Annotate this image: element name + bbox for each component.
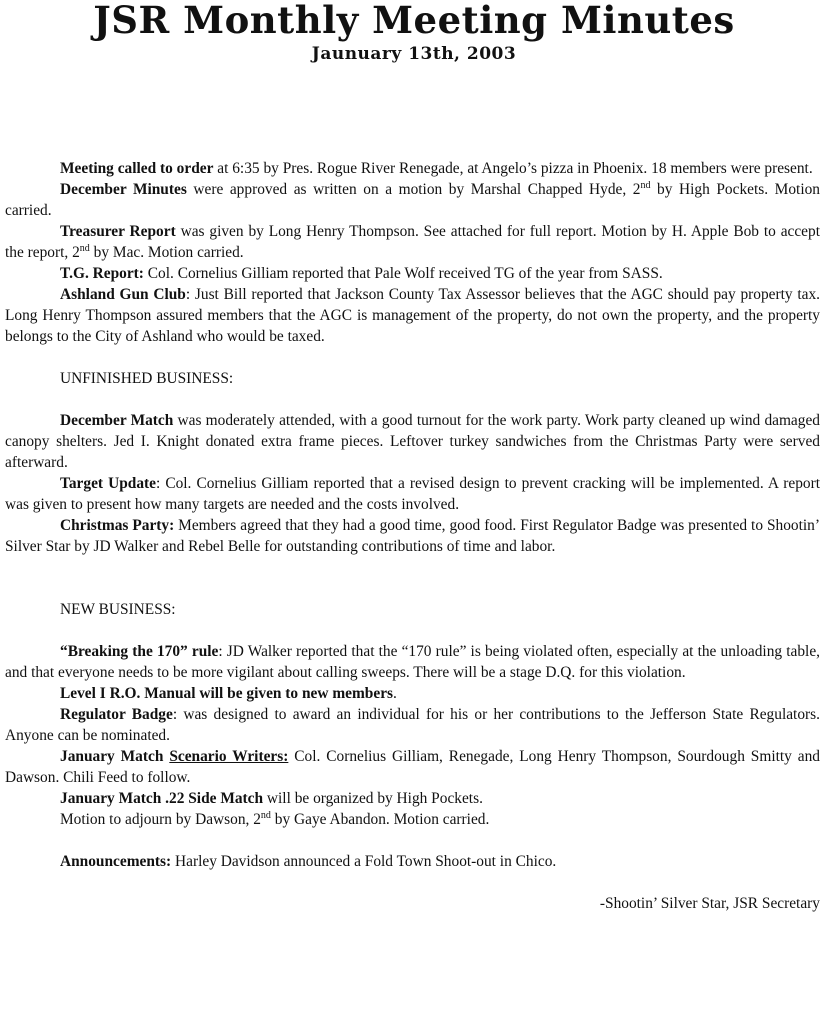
new-business-heading: NEW BUSINESS: bbox=[60, 601, 176, 618]
lead-december-minutes: December Minutes bbox=[60, 181, 187, 198]
text-breaking-170: : JD Walker reported that the “170 rule” is being violated often, especially at the unloading table, and that everyone needs to be more vigilant about calling sweeps. There will be a stage D.Q. for this violation. bbox=[5, 643, 820, 681]
text-regulator-badge: : was designed to award an individual for his or her contributions to the Jefferson State Regulators. Anyone can be nominated. bbox=[5, 706, 820, 744]
text-january-side-match: will be organized by High Pockets. bbox=[263, 790, 483, 807]
lead-december-match: December Match bbox=[60, 412, 174, 429]
spacer bbox=[5, 557, 820, 599]
text-tg-report: Col. Cornelius Gilliam reported that Pale Wolf received TG of the year from SASS. bbox=[143, 265, 663, 282]
page-title: JSR Monthly Meeting Minutes bbox=[93, 0, 735, 42]
paragraph-treasurer-report bbox=[5, 221, 820, 263]
text-ashland-gun-club: : Just Bill reported that Jackson County Tax Assessor believes that the AGC should pay property tax. Long Henry Thompson assured members that the AGC is management of the property, do not own the property, and the property belongs to the City of Ashland who would be taxed. bbox=[5, 286, 820, 345]
spacer bbox=[5, 389, 820, 410]
lead-ashland-gun-club: Ashland Gun Club bbox=[60, 286, 186, 303]
text-january-match-writers: Col. Cornelius Gilliam, Renegade, Long Henry Thompson, Sourdough Smitty and Dawson. Chili Feed to follow. bbox=[5, 748, 820, 786]
paragraph-january-side-match bbox=[5, 788, 820, 809]
paragraph-regulator-badge bbox=[5, 704, 820, 746]
lead-treasurer-report: Treasurer Report bbox=[60, 223, 176, 240]
lead-christmas-party: Christmas Party: bbox=[60, 517, 175, 534]
paragraph-december-match bbox=[5, 410, 820, 473]
underlined-scenario-writers: Scenario Writers: bbox=[169, 748, 289, 765]
lead-january-side-match: January Match .22 Side Match bbox=[60, 790, 264, 807]
paragraph-christmas-party bbox=[5, 515, 820, 557]
lead-breaking-170: “Breaking the 170” rule bbox=[60, 643, 219, 660]
spacer bbox=[5, 872, 820, 893]
text-announcements: Harley Davidson announced a Fold Town Shoot-out in Chico. bbox=[171, 853, 557, 870]
sup-treasurer-report: nd bbox=[79, 242, 90, 254]
paragraph-january-match-writers bbox=[5, 746, 820, 788]
paragraph-target-update bbox=[5, 473, 820, 515]
paragraph-breaking-170 bbox=[5, 641, 820, 683]
lead-target-update: Target Update bbox=[60, 475, 156, 492]
text-adjourn-2: by Gaye Abandon. Motion carried. bbox=[270, 811, 490, 828]
minutes-body bbox=[5, 158, 820, 914]
paragraph-tg-report bbox=[5, 263, 820, 284]
spacer bbox=[5, 830, 820, 851]
lead-call-to-order: Meeting called to order bbox=[60, 160, 214, 177]
text-treasurer-report-1: was given by Long Henry Thompson. See attached for full report. Motion by H. Apple Bob to accept the report, 2 bbox=[5, 223, 820, 261]
paragraph-call-to-order bbox=[5, 158, 820, 179]
meeting-date: Jaunuary 13th, 2003 bbox=[311, 44, 517, 64]
lead-level-ro: Level I R.O. Manual will be given to new members bbox=[60, 685, 394, 702]
spacer bbox=[5, 620, 820, 641]
text-adjourn-1: Motion to adjourn by Dawson, 2 bbox=[60, 811, 261, 828]
lead-announcements: Announcements: bbox=[60, 853, 172, 870]
sup-adjourn: nd bbox=[260, 809, 271, 821]
paragraph-ashland-gun-club bbox=[5, 284, 820, 347]
paragraph-announcements bbox=[5, 851, 820, 872]
secretary-signature: -Shootin’ Silver Star, JSR Secretary bbox=[599, 895, 820, 912]
paragraph-december-minutes bbox=[5, 179, 820, 221]
text-december-minutes-1: were approved as written on a motion by Marshal Chapped Hyde, 2 bbox=[186, 181, 641, 198]
paragraph-level-ro bbox=[5, 683, 820, 704]
text-target-update: : Col. Cornelius Gilliam reported that a revised design to prevent cracking will be implemented. A report was given to present how many targets are needed and the costs involved. bbox=[5, 475, 820, 513]
text-december-match: was moderately attended, with a good turnout for the work party. Work party cleaned up wind damaged canopy shelters. Jed I. Knight donated extra frame pieces. Leftover turkey sandwiches from the Christmas Party were served afterward. bbox=[5, 412, 820, 471]
text-treasurer-report-2: by Mac. Motion carried. bbox=[89, 244, 244, 261]
text-christmas-party: Members agreed that they had a good time, good food. First Regulator Badge was presented to Shootin’ Silver Star by JD Walker and Rebel Belle for outstanding contributions of time and labor. bbox=[5, 517, 820, 555]
paragraph-adjourn bbox=[5, 809, 820, 830]
text-call-to-order: at 6:35 by Pres. Rogue River Renegade, at Angelo’s pizza in Phoenix. 18 members were present. bbox=[213, 160, 813, 177]
text-level-ro: . bbox=[393, 685, 397, 702]
spacer bbox=[5, 347, 820, 368]
lead-regulator-badge: Regulator Badge bbox=[60, 706, 173, 723]
lead-tg-report: T.G. Report: bbox=[60, 265, 144, 282]
lead-january-match-writers: January Match bbox=[60, 748, 164, 765]
text-december-minutes-2: by High Pockets. Motion carried. bbox=[5, 181, 820, 219]
unfinished-business-heading: UNFINISHED BUSINESS: bbox=[60, 370, 234, 387]
sup-december-minutes: nd bbox=[640, 179, 651, 191]
